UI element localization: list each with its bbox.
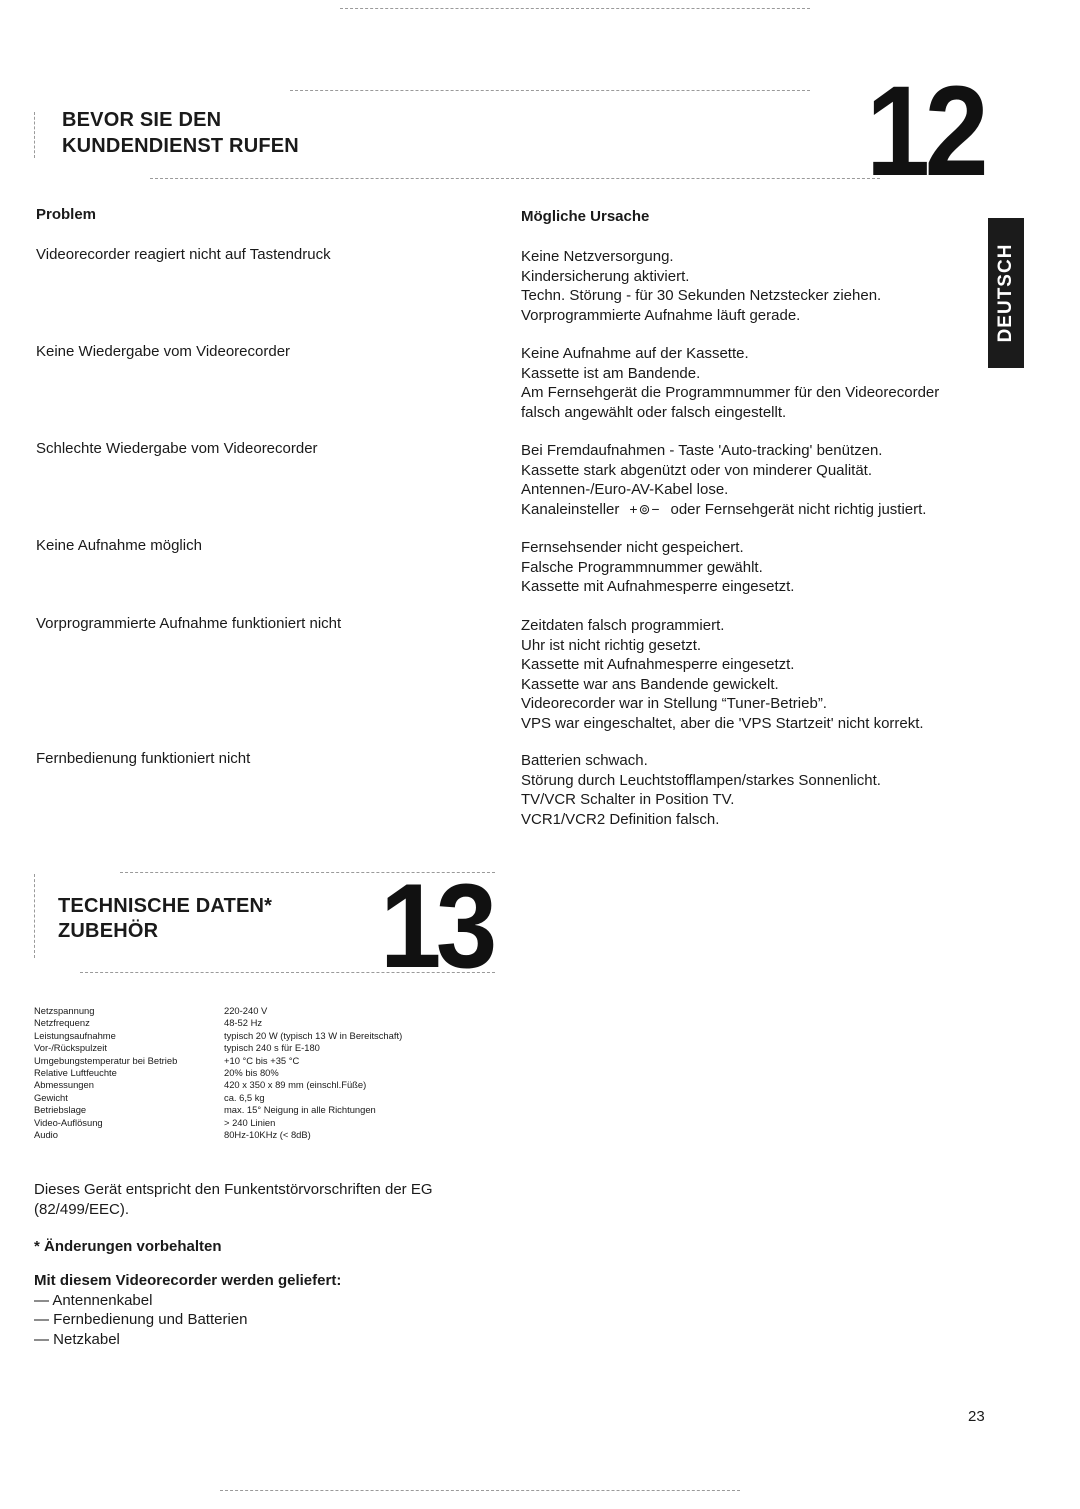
compliance-text	[34, 1180, 433, 1219]
spec-label: Netzspannung	[34, 1005, 95, 1016]
cause-line: falsch angewählt oder falsch eingestellt.	[521, 403, 787, 421]
column-header-cause: Mögliche Ursache	[521, 208, 650, 225]
problem-text: Schlechte Wiedergabe vom Videorecorder	[36, 440, 318, 457]
cause-text: oder Fernsehgerät nicht richtig justiert.	[670, 500, 927, 518]
cause-line: Kassette mit Aufnahmesperre eingesetzt.	[521, 656, 795, 673]
spec-value: 80Hz-10KHz (< 8dB)	[224, 1129, 311, 1141]
cause-line: Kassette stark abgenützt oder von minderer Qualität.	[521, 461, 873, 479]
cause-line: Kassette mit Aufnahmesperre eingesetzt.	[521, 578, 795, 595]
header12-bottom-rule	[150, 178, 880, 179]
header12-top-rule	[290, 90, 810, 91]
scan-mark-bottom	[220, 1490, 740, 1491]
spec-value: 48-52 Hz	[224, 1017, 263, 1029]
spec-label: Vor-/Rückspulzeit	[34, 1042, 107, 1054]
cause-line: Am Fernsehgerät die Programmnummer für den Videorecorder	[521, 384, 940, 401]
spec-value: > 240 Linien	[224, 1116, 276, 1128]
spec-table	[34, 1005, 402, 1141]
spec-value: ca. 6,5 kg	[224, 1091, 265, 1103]
spec-label: Video-Auflösung	[34, 1116, 103, 1128]
problem-text: Fernbedienung funktioniert nicht	[36, 750, 251, 767]
changes-note: * Änderungen vorbehalten	[34, 1238, 222, 1255]
cause-list	[521, 538, 981, 597]
section12-number: 12	[866, 60, 984, 203]
spec-value: 420 x 350 x 89 mm (einschl.Füße)	[224, 1079, 367, 1091]
cause-line: Fernsehsender nicht gespeichert.	[521, 539, 744, 556]
language-tab	[988, 218, 1024, 368]
cause-line: Kassette ist am Bandende.	[521, 364, 701, 382]
problem-text: Videorecorder reagiert nicht auf Tastendruck	[36, 246, 331, 263]
spec-label: Netzfrequenz	[34, 1017, 90, 1029]
spec-label: Umgebungstemperatur bei Betrieb	[34, 1054, 178, 1066]
cause-line: Vorprogrammierte Aufnahme läuft gerade.	[521, 306, 801, 324]
section12-title-line1: BEVOR SIE DEN	[62, 109, 222, 131]
spec-value: typisch 20 W (typisch 13 W in Bereitschaft)	[224, 1029, 403, 1041]
language-tab-label: DEUTSCH	[995, 243, 1016, 343]
spec-row	[34, 1042, 402, 1054]
delivered-item: — Antennenkabel	[34, 1291, 153, 1309]
problem-text: Keine Wiedergabe vom Videorecorder	[36, 343, 291, 360]
spec-label: Audio	[34, 1129, 58, 1141]
cause-line: Bei Fremdaufnahmen - Taste 'Auto-tracking' benützen.	[521, 442, 883, 459]
section13-title-line1: TECHNISCHE DATEN*	[58, 895, 273, 917]
spec-label: Gewicht	[34, 1091, 68, 1103]
cause-line: Keine Netzversorgung.	[521, 248, 674, 265]
cause-line: Kassette war ans Bandende gewickelt.	[521, 675, 779, 693]
cause-list	[521, 441, 981, 519]
cause-list	[521, 751, 981, 829]
spec-label: Relative Luftfeuchte	[34, 1067, 117, 1079]
spec-row	[34, 1129, 402, 1141]
spec-value: typisch 240 s für E-180	[224, 1042, 320, 1054]
problem-text: Vorprogrammierte Aufnahme funktioniert nicht	[36, 615, 342, 632]
cause-line: Antennen-/Euro-AV-Kabel lose.	[521, 481, 729, 498]
delivered-item: — Netzkabel	[34, 1330, 120, 1348]
section13-number: 13	[380, 859, 492, 993]
cause-line: Falsche Programmnummer gewählt.	[521, 558, 763, 576]
spec-row	[34, 1030, 402, 1042]
delivered-heading: Mit diesem Videorecorder werden geliefert:	[34, 1272, 342, 1289]
cause-line: Störung durch Leuchtstofflampen/starkes Sonnenlicht.	[521, 771, 881, 789]
spec-value: 20% bis 80%	[224, 1067, 279, 1079]
spec-row	[34, 1005, 402, 1017]
compliance-line: (82/499/EEC).	[34, 1200, 130, 1218]
spec-row	[34, 1017, 402, 1029]
cause-line: Zeitdaten falsch programmiert.	[521, 617, 725, 634]
cause-line: VCR1/VCR2 Definition falsch.	[521, 810, 720, 828]
channel-adjust-icon: +⊚−	[629, 500, 661, 517]
cause-line: Kindersicherung aktiviert.	[521, 267, 690, 285]
spec-label: Betriebslage	[34, 1104, 87, 1116]
cause-line: Techn. Störung - für 30 Sekunden Netzstecker ziehen.	[521, 287, 882, 304]
scan-mark-top	[340, 8, 810, 9]
cause-list	[521, 616, 981, 733]
compliance-line: Dieses Gerät entspricht den Funkentstörvorschriften der EG	[34, 1181, 433, 1198]
spec-label: Abmessungen	[34, 1079, 94, 1091]
cause-line: Uhr ist nicht richtig gesetzt.	[521, 636, 702, 654]
section12-title-line2: KUNDENDIENST RUFEN	[62, 135, 299, 157]
cause-line-with-symbol	[521, 500, 981, 520]
spec-row	[34, 1092, 402, 1104]
spec-row	[34, 1117, 402, 1129]
cause-line: Batterien schwach.	[521, 752, 648, 769]
header13-left-rule	[34, 874, 35, 958]
spec-row	[34, 1079, 402, 1091]
delivered-block	[34, 1271, 341, 1349]
cause-line: VPS war eingeschaltet, aber die 'VPS Startzeit' nicht korrekt.	[521, 714, 924, 732]
header12-left-rule	[34, 112, 35, 158]
problem-text: Keine Aufnahme möglich	[36, 537, 202, 554]
spec-value: max. 15° Neigung in alle Richtungen	[224, 1104, 376, 1116]
section13-title-line2: ZUBEHÖR	[58, 920, 159, 942]
spec-value: +10 °C bis +35 °C	[224, 1054, 300, 1066]
cause-line: TV/VCR Schalter in Position TV.	[521, 791, 735, 808]
spec-row	[34, 1104, 402, 1116]
column-header-problem: Problem	[36, 206, 97, 223]
cause-line: Keine Aufnahme auf der Kassette.	[521, 345, 749, 362]
cause-text: Kanaleinsteller	[521, 500, 620, 518]
spec-label: Leistungsaufnahme	[34, 1029, 116, 1041]
spec-value: 220-240 V	[224, 1005, 268, 1016]
cause-list	[521, 344, 981, 422]
cause-line: Videorecorder war in Stellung “Tuner-Betrieb”.	[521, 695, 827, 712]
spec-row	[34, 1055, 402, 1067]
delivered-item: — Fernbedienung und Batterien	[34, 1311, 248, 1328]
page-number: 23	[968, 1408, 985, 1425]
spec-row	[34, 1067, 402, 1079]
cause-list	[521, 247, 981, 325]
